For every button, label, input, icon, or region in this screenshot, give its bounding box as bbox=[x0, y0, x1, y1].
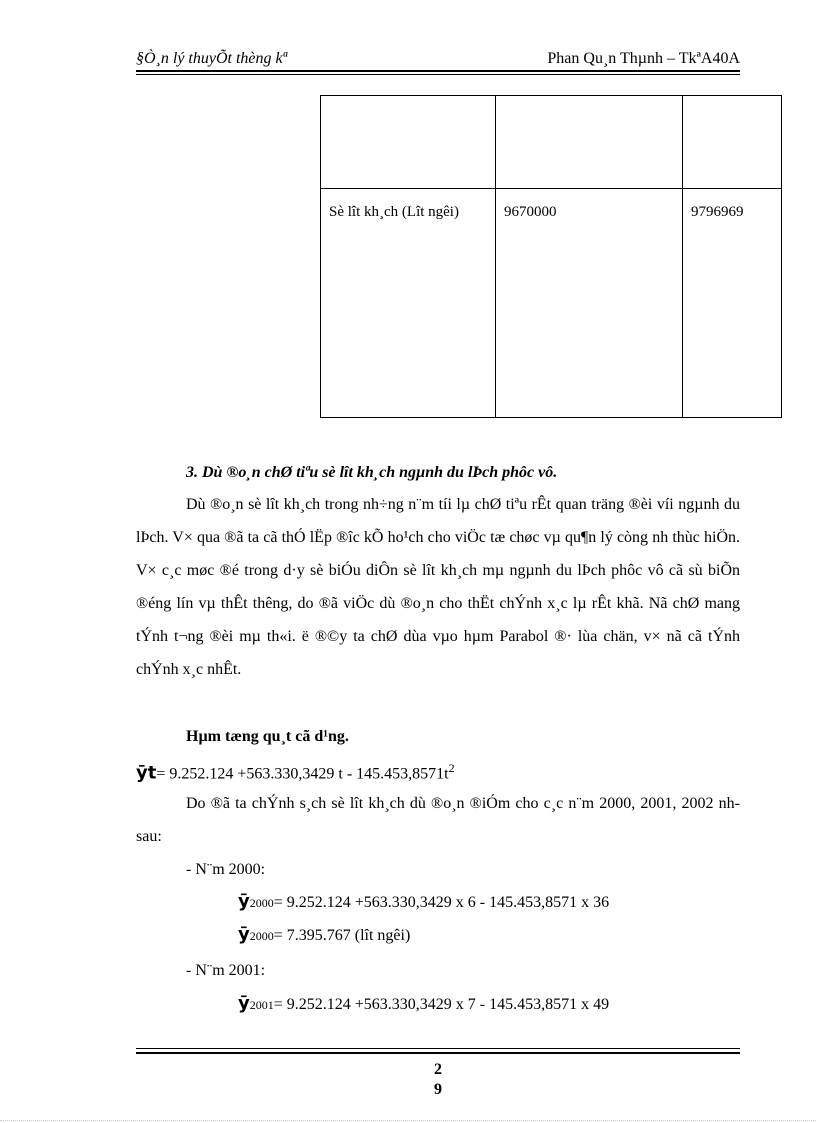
table-cell bbox=[496, 96, 683, 189]
passenger-count-label: Sè lît kh¸ch (Lît ngêi) bbox=[329, 204, 459, 220]
table-row bbox=[321, 189, 782, 418]
y-bar-symbol: ȳt bbox=[136, 762, 157, 784]
value-1: 9670000 bbox=[504, 204, 557, 220]
formula-power: 2 bbox=[448, 761, 455, 775]
header-rule bbox=[136, 70, 740, 72]
y-bar-symbol: ȳ bbox=[238, 924, 250, 945]
year-2000-result bbox=[238, 918, 410, 953]
year-subscript: 2001 bbox=[249, 998, 274, 1012]
year-2001-equation bbox=[238, 987, 609, 1022]
formula-text: = 9.252.124 +563.330,3429 t - 145.453,8571t bbox=[156, 765, 449, 783]
table-cell bbox=[321, 96, 496, 189]
equation-text: = 9.252.124 +563.330,3429 x 6 - 145.453,8571 x 36 bbox=[273, 894, 610, 911]
header-left: §Ò¸n lý thuyÕt thèng kª bbox=[136, 50, 288, 67]
year-2001-label: - N¨m 2001: bbox=[186, 962, 266, 979]
page-edge bbox=[0, 1120, 816, 1121]
section-title: 3. Dù ®o¸n chØ tiªu sè lît kh¸ch ngµnh du lÞch phôc vô. bbox=[186, 464, 558, 481]
table-cell-value bbox=[496, 189, 683, 418]
general-formula bbox=[136, 752, 455, 790]
result-text: = 7.395.767 (lît ngêi) bbox=[273, 927, 411, 944]
function-heading: Hµm tæng qu¸t cã d¹ng. bbox=[186, 728, 349, 745]
equation-text: = 9.252.124 +563.330,3429 x 7 - 145.453,8571 x 49 bbox=[273, 996, 610, 1013]
footer-rule-thin bbox=[136, 1048, 740, 1049]
page-number-tens: 2 bbox=[434, 1061, 442, 1078]
header-rule-thin bbox=[136, 74, 740, 75]
data-table bbox=[320, 95, 782, 418]
year-2000-equation bbox=[238, 885, 609, 920]
paragraph-forecast-years: Do ®ã ta chÝnh s¸ch sè lît kh¸ch dù ®o¸n ®iÓm cho c¸c n¨m 2000, 2001, 2002 nh sau: bbox=[136, 795, 740, 845]
y-bar-symbol: ȳ bbox=[238, 891, 250, 912]
value-2: 9796969 bbox=[691, 204, 744, 220]
header-right: Phan Qu¸n Thµnh – TkªA40A bbox=[547, 50, 740, 67]
table-cell-value bbox=[683, 189, 782, 418]
year-subscript: 2000 bbox=[249, 929, 274, 943]
year-subscript: 2000 bbox=[249, 896, 274, 910]
table-row bbox=[321, 96, 782, 189]
y-bar-symbol: ȳ bbox=[238, 993, 250, 1014]
paragraph-forecast-intro: Dù ®o¸n sè lît kh¸ch trong nh÷ng n¨m tíi lµ chØ tiªu rÊt quan träng ®èi víi ngµnh du lÞch. V× qua ®ã ta cã thÓ lËp ®îc kÕ ho¹ch cho viÖc tæ chøc vµ qu¶n lý còng nh thùc hiÖn. V× c¸c møc ®é trong d·y sè biÓu diÔn sè lît kh¸ch mµ ngµnh du lÞch phôc vô cã sù biÕn ®éng lín vµ thÊt thêng, do ®ã viÖc dù ®o¸n cho thËt chÝnh x¸c lµ rÊt khã. Nã chØ mang tÝnh t¬ng ®èi mµ th«i. ë ®©y ta chØ dùa vµo hµm Parabol ®· lùa chän, v× nã cã tÝnh chÝnh x¸c nhÊt. bbox=[136, 496, 740, 678]
footer-rule bbox=[136, 1052, 740, 1054]
page-number-ones: 9 bbox=[434, 1081, 442, 1098]
table-cell bbox=[683, 96, 782, 189]
table-cell-label bbox=[321, 189, 496, 418]
year-2000-label: - N¨m 2000: bbox=[186, 861, 266, 878]
